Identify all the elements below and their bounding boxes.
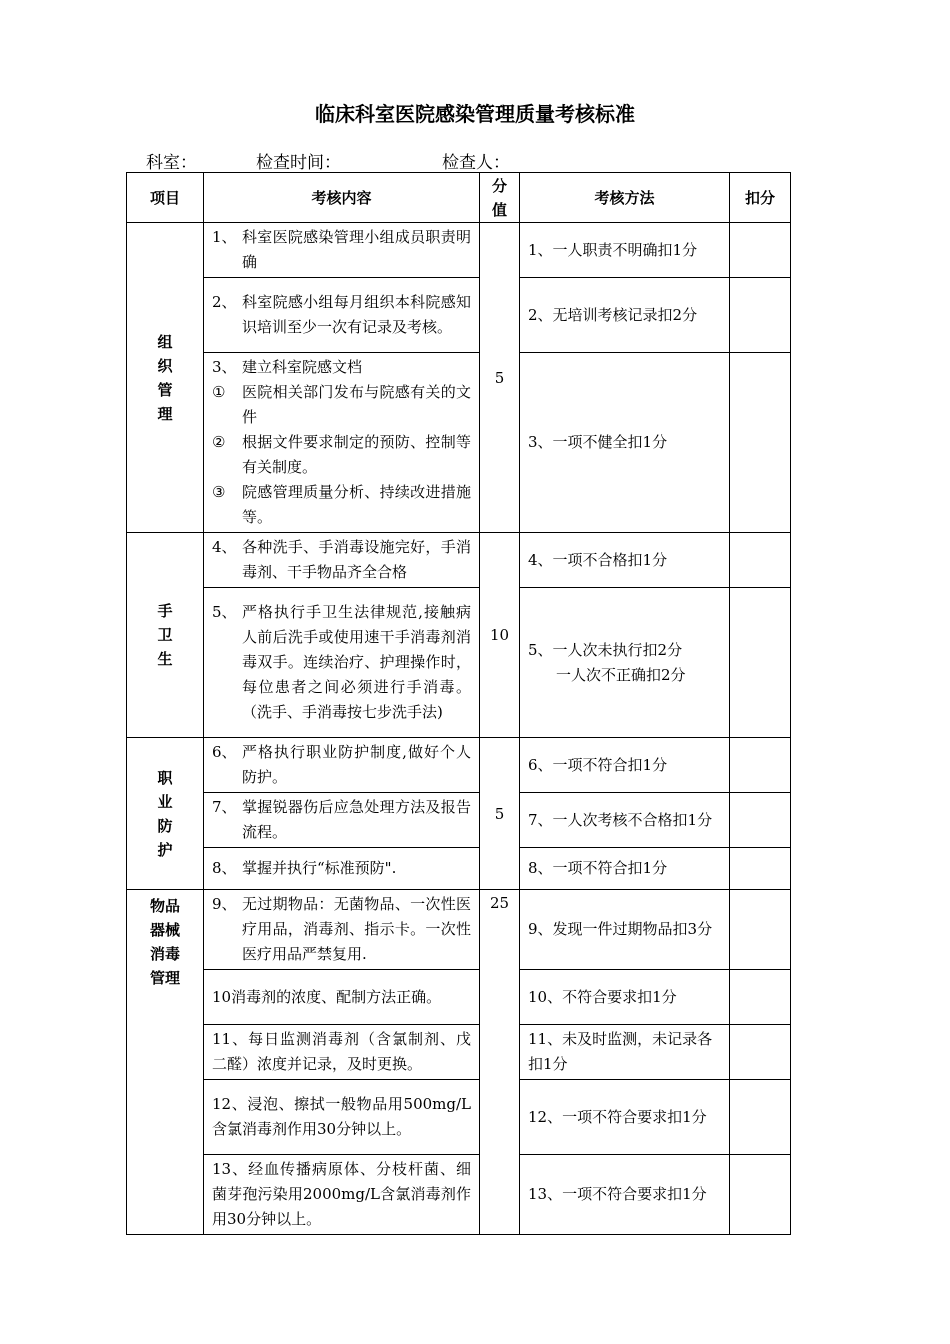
content-cell: 13、经血传播病原体、分枝杆菌、细菌芽孢污染用2000mg/L含氯消毒剂作用30分钟以上。 bbox=[204, 1155, 480, 1235]
content-cell: 4、 各种洗手、手消毒设施完好，手消毒剂、干手物品齐全合格 bbox=[204, 533, 480, 588]
deduct-cell[interactable] bbox=[730, 738, 791, 793]
method-cell: 1、一人职责不明确扣1分 bbox=[520, 223, 730, 278]
content-cell: 12、浸泡、擦拭一般物品用500mg/L含氯消毒剂作用30分钟以上。 bbox=[204, 1080, 480, 1155]
content-cell: 7、 掌握锐器伤后应急处理方法及报告流程。 bbox=[204, 793, 480, 848]
table-row bbox=[127, 1080, 791, 1155]
page-title: 临床科室医院感染管理质量考核标准 bbox=[315, 102, 635, 126]
header-score: 分值 bbox=[480, 173, 520, 223]
table-row bbox=[127, 738, 791, 793]
deduct-cell[interactable] bbox=[730, 1155, 791, 1235]
table-row bbox=[127, 588, 791, 738]
content-cell: 5、 严格执行手卫生法律规范,接触病人前后洗手或使用速干手消毒剂消毒双手。连续治疗、护理操作时，每位患者之间必须进行手消毒。（洗手、手消毒按七步洗手法) bbox=[204, 588, 480, 738]
table-row bbox=[127, 970, 791, 1025]
method-cell: 4、一项不合格扣1分 bbox=[520, 533, 730, 588]
content-cell: 9、 无过期物品：无菌物品、一次性医疗用品，消毒剂、指示卡。一次性医疗用品严禁复用. bbox=[204, 890, 480, 970]
content-cell: 6、 严格执行职业防护制度,做好个人防护。 bbox=[204, 738, 480, 793]
category-hand: 手 卫 生 bbox=[127, 533, 204, 738]
table-row bbox=[127, 278, 791, 353]
table-header-row bbox=[127, 173, 791, 223]
table-row bbox=[127, 1025, 791, 1080]
header-method: 考核方法 bbox=[520, 173, 730, 223]
method-cell: 6、一项不符合扣1分 bbox=[520, 738, 730, 793]
method-cell: 11、未及时监测，未记录各扣1分 bbox=[520, 1025, 730, 1080]
table-row bbox=[127, 223, 791, 278]
assessment-table bbox=[126, 172, 791, 1235]
content-cell: 8、 掌握并执行“标准预防". bbox=[204, 848, 480, 890]
deduct-cell[interactable] bbox=[730, 533, 791, 588]
method-cell: 5、一人次未执行扣2分 一人次不正确扣2分 bbox=[520, 588, 730, 738]
score-hand: 10 bbox=[480, 533, 520, 738]
time-label: 检查时间： bbox=[256, 153, 341, 173]
inspector-label: 检查人： bbox=[442, 153, 510, 173]
deduct-cell[interactable] bbox=[730, 223, 791, 278]
deduct-cell[interactable] bbox=[730, 353, 791, 533]
dept-label: 科室： bbox=[146, 153, 197, 173]
category-occ: 职 业 防 护 bbox=[127, 738, 204, 890]
content-cell: 10消毒剂的浓度、配制方法正确。 bbox=[204, 970, 480, 1025]
deduct-cell[interactable] bbox=[730, 793, 791, 848]
category-org: 组 织 管 理 bbox=[127, 223, 204, 533]
deduct-cell[interactable] bbox=[730, 1080, 791, 1155]
method-cell: 8、一项不符合扣1分 bbox=[520, 848, 730, 890]
table-row bbox=[127, 890, 791, 970]
header-deduct: 扣分 bbox=[730, 173, 791, 223]
deduct-cell[interactable] bbox=[730, 970, 791, 1025]
deduct-cell[interactable] bbox=[730, 890, 791, 970]
form-meta bbox=[146, 148, 510, 173]
table-row bbox=[127, 533, 791, 588]
header-item: 项目 bbox=[127, 173, 204, 223]
method-cell: 7、一人次考核不合格扣1分 bbox=[520, 793, 730, 848]
method-cell: 12、一项不符合要求扣1分 bbox=[520, 1080, 730, 1155]
deduct-cell[interactable] bbox=[730, 1025, 791, 1080]
content-cell: 3、 建立科室院感文档 ① 医院相关部门发布与院感有关的文件 ② 根据文件要求制定的预防、控制等有关制度。 ③ 院感管理质量分析、持续改进措施等。 bbox=[204, 353, 480, 533]
score-occ: 5 bbox=[480, 738, 520, 890]
table-row bbox=[127, 353, 791, 533]
method-cell: 2、无培训考核记录扣2分 bbox=[520, 278, 730, 353]
deduct-cell[interactable] bbox=[730, 588, 791, 738]
table-row bbox=[127, 793, 791, 848]
content-cell: 2、 科室院感小组每月组织本科院感知识培训至少一次有记录及考核。 bbox=[204, 278, 480, 353]
score-items: 25 bbox=[480, 890, 520, 1235]
method-cell: 10、不符合要求扣1分 bbox=[520, 970, 730, 1025]
header-content: 考核内容 bbox=[204, 173, 480, 223]
table-row bbox=[127, 848, 791, 890]
content-cell: 11、每日监测消毒剂（含氯制剂、戊二醛）浓度并记录，及时更换。 bbox=[204, 1025, 480, 1080]
category-items: 物品 器械 消毒 管理 bbox=[127, 890, 204, 1235]
score-org: 5 bbox=[480, 223, 520, 533]
deduct-cell[interactable] bbox=[730, 848, 791, 890]
deduct-cell[interactable] bbox=[730, 278, 791, 353]
method-cell: 13、一项不符合要求扣1分 bbox=[520, 1155, 730, 1235]
method-cell: 3、一项不健全扣1分 bbox=[520, 353, 730, 533]
method-cell: 9、发现一件过期物品扣3分 bbox=[520, 890, 730, 970]
table-row bbox=[127, 1155, 791, 1235]
content-cell: 1、 科室医院感染管理小组成员职责明确 bbox=[204, 223, 480, 278]
